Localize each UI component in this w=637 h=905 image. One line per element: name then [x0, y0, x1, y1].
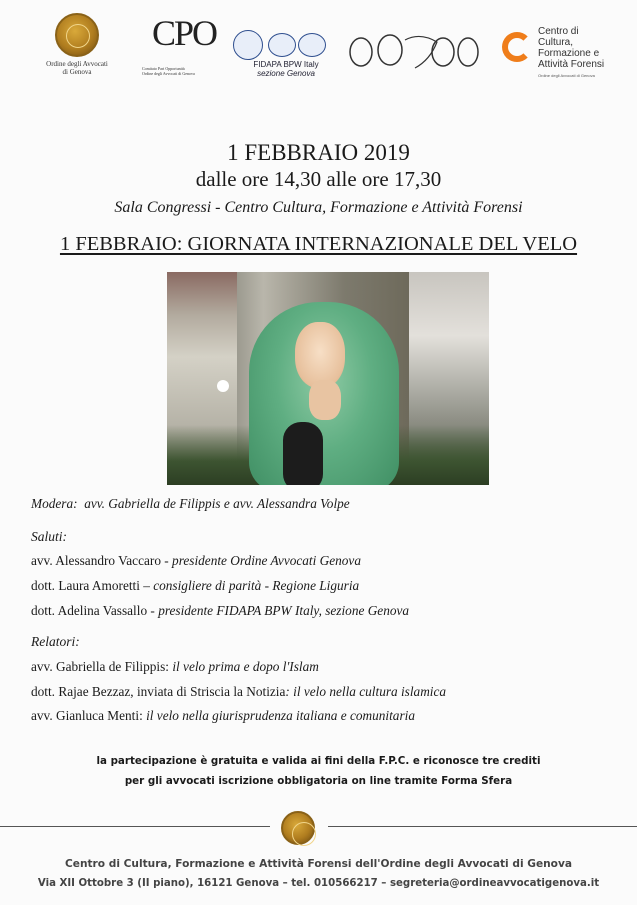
saluti-role: presidente FIDAPA BPW Italy, sezione Genova — [158, 603, 410, 618]
relatori-item — [31, 708, 415, 724]
globe-right-icon — [298, 33, 326, 57]
saluti-item — [31, 603, 409, 619]
fidapa-caption-line1: FIDAPA BPW Italy — [253, 60, 319, 69]
cpo-caption — [142, 66, 222, 76]
saluti-separator: - — [160, 553, 173, 568]
participation-note-line2: per gli avvocati iscrizione obbligatoria on line tramite Forma Sfera — [124, 775, 513, 787]
centro-c-logo — [502, 32, 532, 62]
relatori-topic: il velo nella giurisprudenza italiana e comunitaria — [142, 708, 415, 723]
centro-caption-line2: Cultura, — [538, 37, 574, 48]
relatori-name: dott. Rajae Bezzaz, inviata di Striscia la Notizia — [31, 684, 286, 699]
centro-caption-sub: Ordine degli Avvocati di Genova — [538, 73, 595, 78]
cpo-caption-line1: Comitato Pari Opportunità — [142, 66, 185, 71]
saluti-name: avv. Alessandro Vaccaro — [31, 553, 161, 568]
event-date: 1 FEBBRAIO 2019 — [227, 140, 410, 165]
relatori-item — [31, 659, 319, 675]
saluti-role: presidente Ordine Avvocati Genova — [172, 553, 361, 568]
globe-left-icon — [268, 33, 296, 57]
saluti-role: consigliere di parità - Regione Liguria — [153, 578, 360, 593]
moderator-label: Modera: — [31, 496, 78, 511]
relatori-name: avv. Gabriella de Filippis: — [31, 659, 169, 674]
fidapa-globe-icon — [233, 30, 263, 60]
footer-seal-logo — [281, 811, 315, 845]
centro-caption-line4: Attività Forensi — [538, 59, 605, 70]
saluti-heading: Saluti: — [31, 529, 67, 544]
fidapa-caption-line2: sezione Genova — [257, 69, 315, 78]
centro-caption — [538, 26, 633, 81]
ordine-seal-logo — [55, 13, 99, 57]
ordine-caption-line1: Ordine degli Avvocati — [46, 60, 108, 68]
moderator-names: avv. Gabriella de Filippis e avv. Alessandra Volpe — [84, 496, 350, 511]
footer-divider-left — [0, 826, 270, 827]
saluti-item — [31, 578, 359, 594]
event-time: dalle ore 14,30 alle ore 17,30 — [195, 167, 442, 191]
centro-caption-line1: Centro di — [538, 26, 579, 37]
photo-face — [295, 322, 345, 388]
event-venue: Sala Congressi - Centro Cultura, Formazione e Attività Forensi — [114, 199, 523, 216]
moderator-line — [31, 496, 350, 512]
relatori-name: avv. Gianluca Menti: — [31, 708, 143, 723]
centro-caption-line3: Formazione e — [538, 48, 600, 59]
relatori-topic: : il velo nella cultura islamica — [285, 684, 447, 699]
saluti-separator: – — [139, 578, 154, 593]
saluti-item — [31, 553, 361, 569]
footer-divider-right — [328, 826, 637, 827]
saluti-separator: - — [147, 603, 159, 618]
cpo-letters: CPO — [152, 13, 217, 53]
ordine-logo-caption — [22, 60, 132, 76]
footer-address: Via XII Ottobre 3 (II piano), 16121 Genova – tel. 010566217 – segreteria@ordineavvocatigenova.it — [37, 878, 600, 889]
saluti-name: dott. Adelina Vassallo — [31, 603, 148, 618]
photo-sleeve — [283, 422, 323, 485]
photo-light-dot — [217, 380, 229, 392]
fidapa-caption — [238, 60, 334, 78]
relatori-item — [31, 684, 446, 700]
participation-note-line1: la partecipazione è gratuita e valida ai fini della F.P.C. e riconosce tre crediti — [96, 755, 541, 767]
event-title: 1 FEBBRAIO: GIORNATA INTERNAZIONALE DEL VELO — [59, 233, 578, 255]
event-photo — [167, 272, 489, 485]
cpo-caption-line2: Ordine degli Avvocati di Genova — [142, 71, 195, 76]
cpo-logo — [152, 12, 216, 54]
photo-hand — [309, 380, 341, 420]
saluti-name: dott. Laura Amoretti — [31, 578, 140, 593]
theatre-masks-logo — [345, 30, 480, 76]
relatori-topic: il velo prima e dopo l'Islam — [169, 659, 319, 674]
relatori-heading: Relatori: — [31, 634, 80, 649]
ordine-caption-line2: di Genova — [62, 68, 92, 76]
footer-organization: Centro di Cultura, Formazione e Attività Forensi dell'Ordine degli Avvocati di Genova — [64, 858, 573, 870]
